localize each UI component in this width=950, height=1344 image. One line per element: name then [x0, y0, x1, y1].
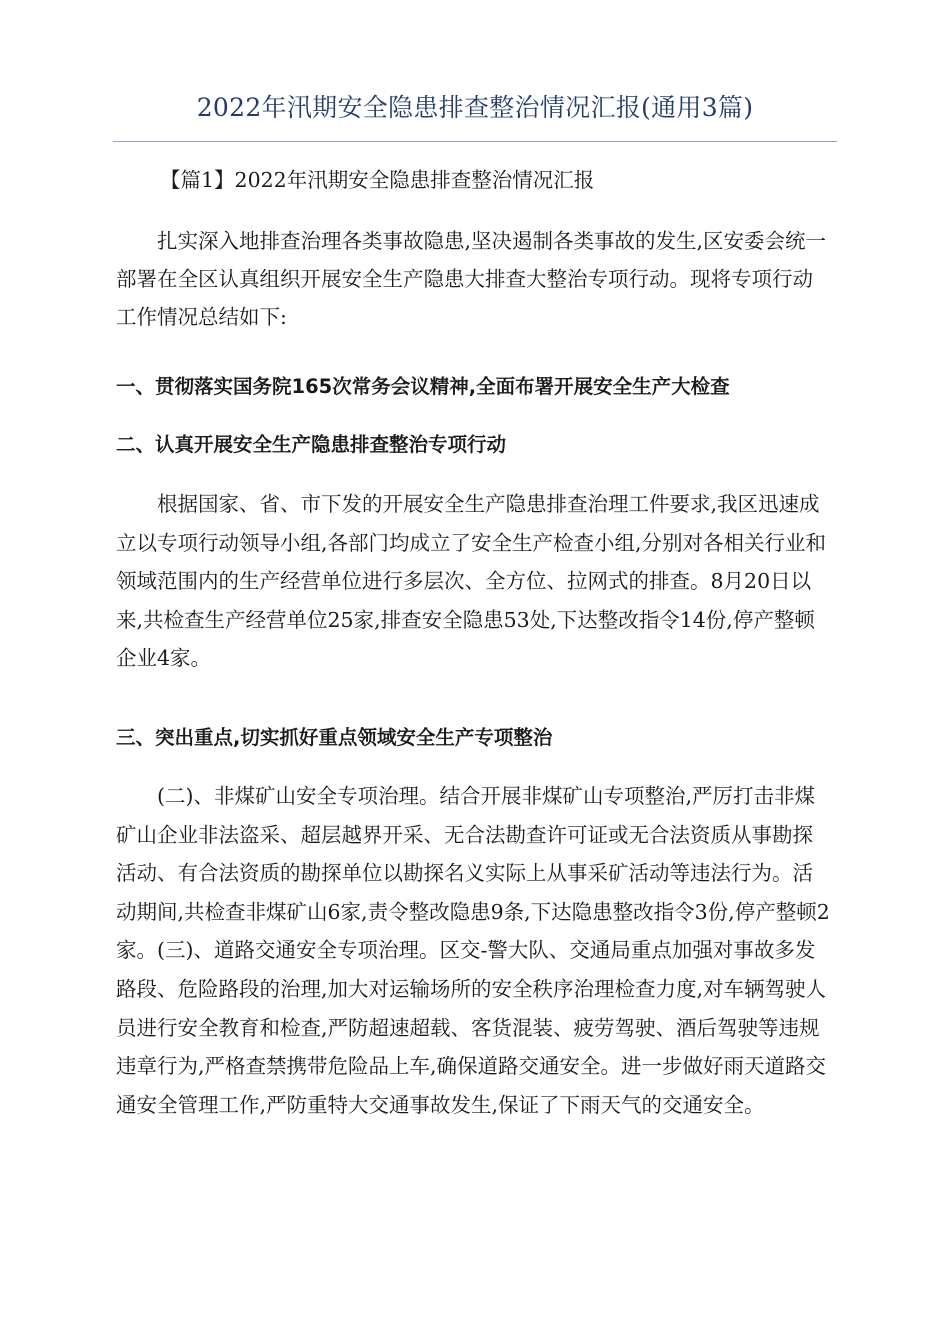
paragraph-3: (二)、非煤矿山安全专项治理。结合开展非煤矿山专项整治,严厉打击非煤矿山企业非法盗采、超层越界开采、无合法勘查许可证或无合法资质从事勘探活动、有合法资质的勘探单位以勘探名义实际上从事采矿活动等违法行为。活动期间,共检查非煤矿山6家,责令整改隐患9条,下达隐患整改指令3份,停产整顿2家。(三)、道路交通安全专项治理。区交-警大队、交通局重点加强对事故多发路段、危险路段的治理,加大对运输场所的安全秩序治理检查力度,对车辆驾驶人员进行安全教育和检查,严防超速超载、客货混装、疲劳驾驶、酒后驾驶等违规违章行为,严格查禁携带危险品上车,确保道路交通安全。进一步做好雨天道路交通安全管理工作,严防重特大交通事故发生,保证了下雨天气的交通安全。	[116, 784, 830, 1117]
heading-1: 一、贯彻落实国务院165次常务会议精神,全面布署开展安全生产大检查	[116, 375, 730, 398]
intro-paragraph: 扎实深入地排查治理各类事故隐患,坚决遏制各类事故的发生,区安委会统一部署在全区认真组织开展安全生产隐患大排查大整治专项行动。现将专项行动工作情况总结如下:	[116, 229, 827, 329]
document-title: 2022年汛期安全隐患排查整治情况汇报(通用3篇)	[196, 93, 754, 122]
title-divider	[113, 141, 837, 142]
heading-3: 三、突出重点,切实抓好重点领域安全生产专项整治	[116, 726, 553, 749]
heading-2: 二、认真开展安全生产隐患排查整治专项行动	[116, 433, 507, 456]
paragraph-2: 根据国家、省、市下发的开展安全生产隐患排查治理工件要求,我区迅速成立以专项行动领导小组,各部门均成立了安全生产检查小组,分别对各相关行业和领域范围内的生产经营单位进行多层次、全方位、拉网式的排查。8月20日以来,共检查生产经营单位25家,排查安全隐患53处,下达整改指令14份,停产整顿企业4家。	[116, 492, 827, 671]
section-subtitle: 【篇1】2022年汛期安全隐患排查整治情况汇报	[160, 168, 595, 192]
